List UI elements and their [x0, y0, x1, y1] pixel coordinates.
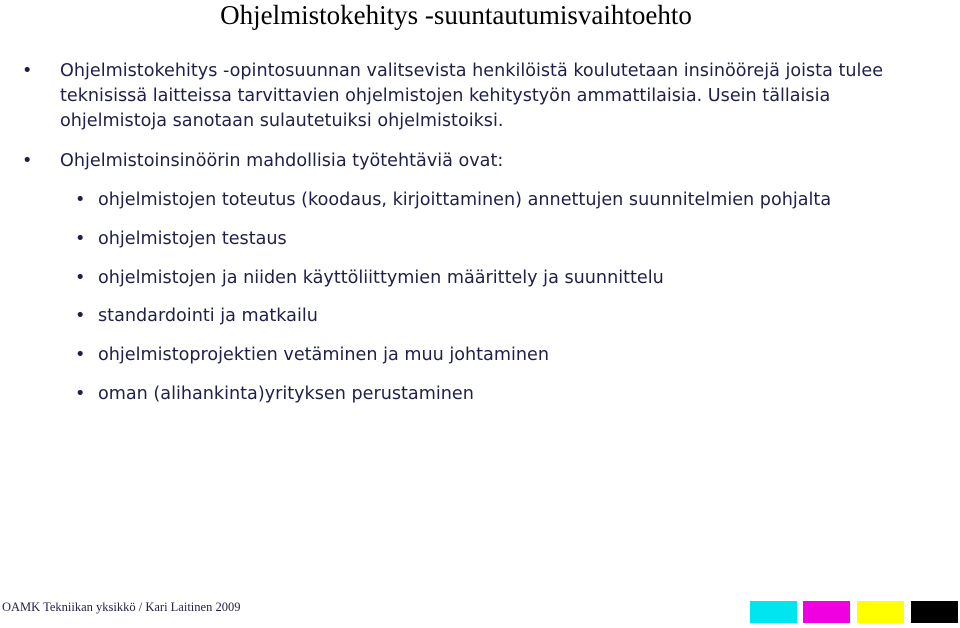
list-item-text: standardointi ja matkailu: [98, 306, 318, 327]
footer-text: OAMK Tekniikan yksikkö / Kari Laitinen 2009: [2, 600, 241, 614]
bullet-icon: •: [75, 306, 86, 327]
black-swatch: [911, 601, 958, 623]
list-item-text: oman (alihankinta)yrityksen perustaminen: [98, 383, 474, 404]
yellow-swatch: [857, 601, 904, 623]
bullet-icon: •: [22, 151, 33, 171]
bullet-item: [22, 149, 922, 174]
list-item: [75, 382, 935, 421]
bullet-text: Ohjelmistoinsinöörin mahdollisia työtehtäviä ovat:: [60, 151, 504, 171]
bullet-icon: •: [75, 267, 86, 288]
bullet-icon: •: [75, 228, 86, 249]
bullet-icon: •: [22, 61, 33, 81]
magenta-swatch: [803, 601, 850, 623]
bullet-icon: •: [75, 345, 86, 366]
bullet-icon: •: [75, 190, 86, 210]
list-item: [75, 343, 935, 382]
list-item: [75, 304, 935, 343]
sub-bullet-list: [75, 188, 935, 421]
list-item: [75, 227, 935, 266]
bullet-item: [22, 59, 922, 135]
cyan-swatch: [750, 601, 797, 623]
list-item-text: ohjelmistoprojektien vetäminen ja muu johtaminen: [98, 345, 549, 366]
bullet-text: Ohjelmistokehitys -opintosuunnan valitsevista henkilöistä koulutetaan insinöörejä joista tulee teknisissä laitteissa tarvittavien ohjelmistojen kehitystyön ammattilaisia. Usein tällaisia ohjelmistoja sanotaan sulautetuiksi ohjelmistoiksi.: [60, 61, 884, 131]
list-item-text: ohjelmistojen testaus: [98, 228, 287, 249]
list-item: [75, 188, 935, 227]
slide-title: Ohjelmistokehitys -suuntautumisvaihtoehto: [220, 0, 692, 30]
list-item-text: ohjelmistojen toteutus (koodaus, kirjoittaminen) annettujen suunnitelmien pohjalta: [98, 190, 832, 210]
list-item-text: ohjelmistojen ja niiden käyttöliittymien määrittely ja suunnittelu: [98, 267, 664, 288]
list-item: [75, 266, 935, 305]
bullet-icon: •: [75, 383, 86, 404]
